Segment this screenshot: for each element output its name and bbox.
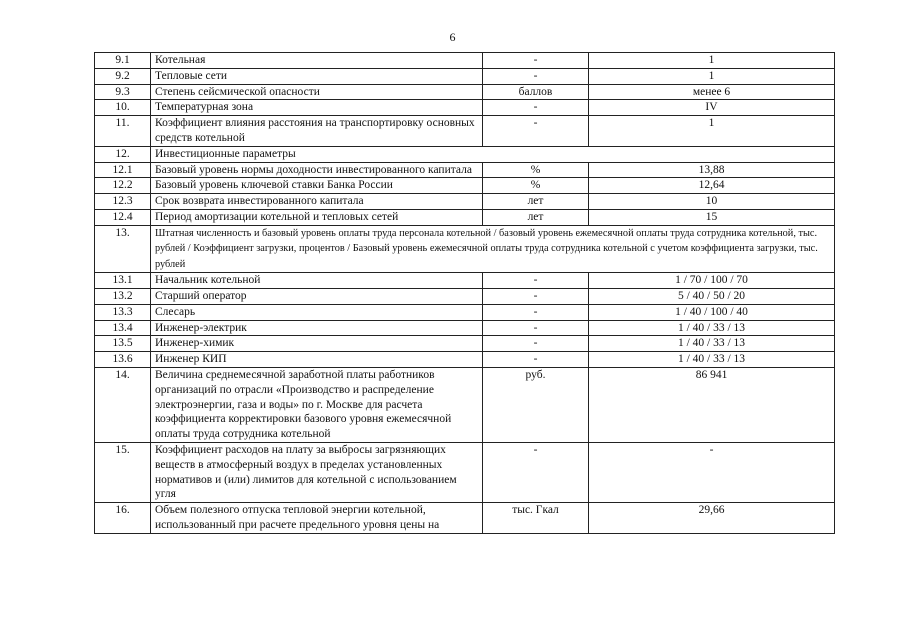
row-name: Базовый уровень нормы доходности инвестированного капитала (151, 162, 483, 178)
table-row (95, 68, 835, 84)
row-value: менее 6 (589, 84, 835, 100)
row-name: Коэффициент влияния расстояния на транспортировку основных средств котельной (151, 116, 483, 147)
row-number: 13.1 (95, 273, 151, 289)
section-header-row (95, 146, 835, 162)
row-name: Коэффициент расходов на плату за выбросы загрязняющих веществ в атмосферный воздух в пределах установленных нормативов и (или) лимитов для котельной с использованием угля (151, 443, 483, 503)
table-row (95, 443, 835, 503)
row-unit: % (483, 178, 589, 194)
table-row (95, 209, 835, 225)
table-row (95, 336, 835, 352)
row-value: 12,64 (589, 178, 835, 194)
table-row (95, 368, 835, 443)
row-unit: - (483, 320, 589, 336)
row-unit: тыс. Гкал (483, 503, 589, 534)
row-value: 86 941 (589, 368, 835, 443)
table-row (95, 178, 835, 194)
row-number: 13.6 (95, 352, 151, 368)
table-row (95, 352, 835, 368)
row-number: 15. (95, 443, 151, 503)
row-name: Инженер КИП (151, 352, 483, 368)
table-row (95, 273, 835, 289)
row-unit: % (483, 162, 589, 178)
section-header-row (95, 225, 835, 273)
row-number: 9.1 (95, 53, 151, 69)
table-row (95, 53, 835, 69)
row-unit: - (483, 336, 589, 352)
row-unit: руб. (483, 368, 589, 443)
row-number: 13.5 (95, 336, 151, 352)
row-value: 5 / 40 / 50 / 20 (589, 289, 835, 305)
table-row (95, 304, 835, 320)
row-unit: лет (483, 209, 589, 225)
row-name: Начальник котельной (151, 273, 483, 289)
row-name: Инженер-электрик (151, 320, 483, 336)
row-value: IV (589, 100, 835, 116)
row-name: Степень сейсмической опасности (151, 84, 483, 100)
row-name: Период амортизации котельной и тепловых сетей (151, 209, 483, 225)
row-name: Объем полезного отпуска тепловой энергии котельной, использованный при расчете предельного уровня цены на (151, 503, 483, 534)
parameters-table (94, 52, 835, 534)
row-value: 1 / 40 / 33 / 13 (589, 336, 835, 352)
row-name: Базовый уровень ключевой ставки Банка России (151, 178, 483, 194)
row-value: 1 (589, 68, 835, 84)
row-number: 12. (95, 146, 151, 162)
row-unit: - (483, 116, 589, 147)
table-row (95, 84, 835, 100)
row-value: 1 / 40 / 100 / 40 (589, 304, 835, 320)
table-row (95, 503, 835, 534)
row-unit: - (483, 289, 589, 305)
row-number: 12.3 (95, 194, 151, 210)
row-unit: баллов (483, 84, 589, 100)
row-value: 15 (589, 209, 835, 225)
row-number: 14. (95, 368, 151, 443)
section-title: Штатная численность и базовый уровень оплаты труда персонала котельной / базовый уровень ежемесячной оплаты труда сотрудника котельной, тыс. рублей / Коэффициент загрузки, процентов / Базовый уровень ежемесячной оплаты труда сотрудника котельной с учетом коэффициента загрузки, тыс. рублей (151, 225, 835, 273)
row-number: 13.4 (95, 320, 151, 336)
row-number: 13. (95, 225, 151, 273)
row-unit: - (483, 443, 589, 503)
table-row (95, 320, 835, 336)
row-name: Инженер-химик (151, 336, 483, 352)
row-unit: - (483, 273, 589, 289)
row-name: Котельная (151, 53, 483, 69)
row-unit: - (483, 100, 589, 116)
row-name: Температурная зона (151, 100, 483, 116)
row-number: 12.1 (95, 162, 151, 178)
row-number: 13.2 (95, 289, 151, 305)
row-number: 16. (95, 503, 151, 534)
row-number: 13.3 (95, 304, 151, 320)
table-row (95, 194, 835, 210)
row-value: 1 (589, 53, 835, 69)
row-number: 11. (95, 116, 151, 147)
row-unit: - (483, 68, 589, 84)
row-name: Величина среднемесячной заработной платы работников организаций по отрасли «Производство и распределение электроэнергии, газа и воды» по г. Москве для расчета коэффициента корректировки базового уровня ежемесячной оплаты труда сотрудника котельной (151, 368, 483, 443)
table-row (95, 289, 835, 305)
row-value: 1 / 70 / 100 / 70 (589, 273, 835, 289)
table-row (95, 162, 835, 178)
row-value: - (589, 443, 835, 503)
row-name: Старший оператор (151, 289, 483, 305)
row-number: 10. (95, 100, 151, 116)
row-name: Срок возврата инвестированного капитала (151, 194, 483, 210)
row-value: 1 (589, 116, 835, 147)
row-unit: - (483, 53, 589, 69)
row-value: 29,66 (589, 503, 835, 534)
page-number: 6 (449, 30, 456, 44)
row-number: 12.4 (95, 209, 151, 225)
row-unit: лет (483, 194, 589, 210)
row-unit: - (483, 352, 589, 368)
section-title: Инвестиционные параметры (151, 146, 835, 162)
row-value: 1 / 40 / 33 / 13 (589, 352, 835, 368)
table-row (95, 116, 835, 147)
row-value: 1 / 40 / 33 / 13 (589, 320, 835, 336)
row-number: 9.2 (95, 68, 151, 84)
row-value: 10 (589, 194, 835, 210)
table-row (95, 100, 835, 116)
row-name: Тепловые сети (151, 68, 483, 84)
row-name: Слесарь (151, 304, 483, 320)
row-value: 13,88 (589, 162, 835, 178)
row-number: 9.3 (95, 84, 151, 100)
row-number: 12.2 (95, 178, 151, 194)
row-unit: - (483, 304, 589, 320)
